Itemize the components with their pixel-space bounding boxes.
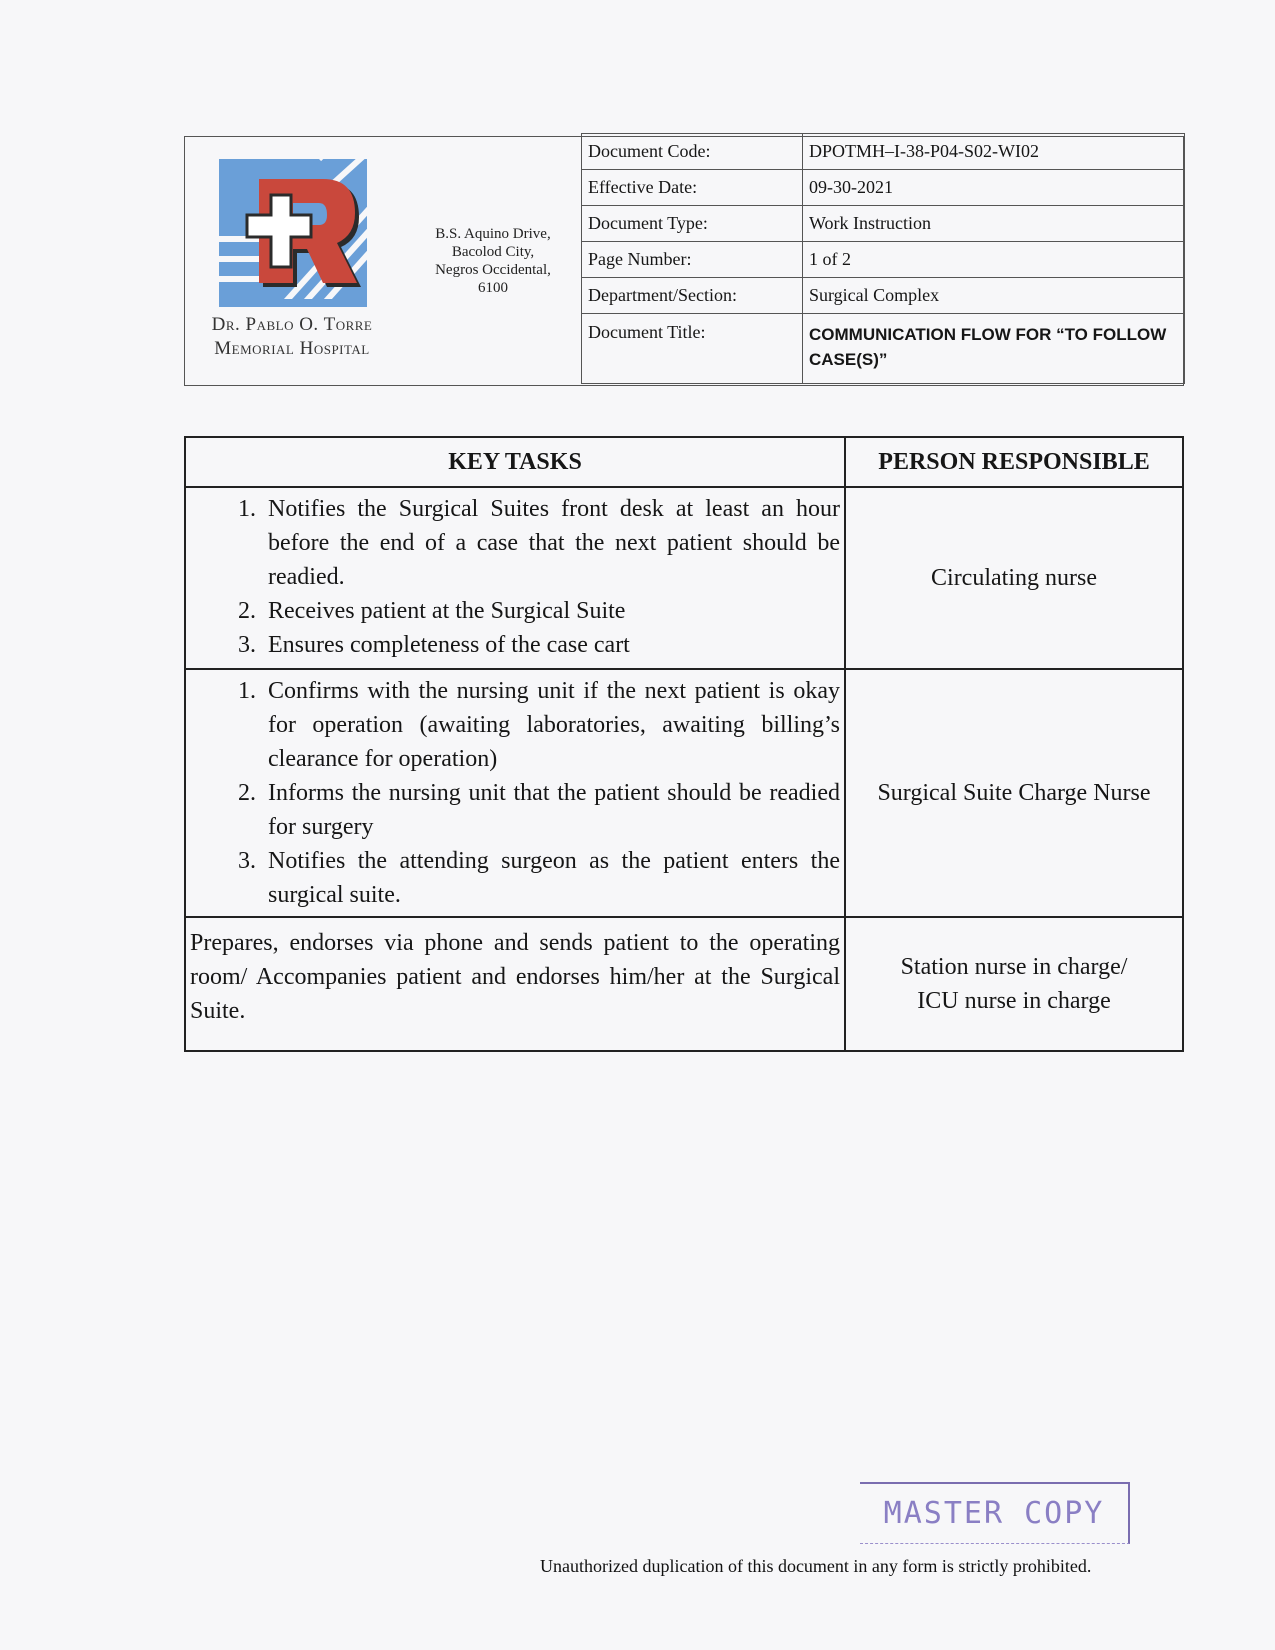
task-cell <box>185 669 845 917</box>
person-responsible-header: PERSON RESPONSIBLE <box>845 437 1183 487</box>
meta-row <box>582 134 1185 170</box>
task-cell: Prepares, endorses via phone and sends patient to the operating room/ Accompanies patient and endorses him/her at the Surgical Suite. <box>185 917 845 1051</box>
address-line: Bacolod City, <box>451 244 535 260</box>
document-meta-table <box>581 133 1185 384</box>
person-line: Station nurse in charge/ <box>900 954 1128 980</box>
meta-label: Page Number: <box>582 242 803 278</box>
meta-label: Document Type: <box>582 206 803 242</box>
meta-row <box>582 278 1185 314</box>
meta-row <box>582 242 1185 278</box>
list-item: 2. Receives patient at the Surgical Suite <box>262 594 840 628</box>
hospital-address <box>399 137 583 385</box>
document-header <box>184 136 1184 386</box>
task-list <box>186 674 840 912</box>
key-tasks-table <box>184 436 1184 1052</box>
key-tasks-header: KEY TASKS <box>185 437 845 487</box>
meta-value-effective-date: 09-30-2021 <box>803 170 1185 206</box>
person-cell <box>845 917 1183 1051</box>
hospital-name-line2: Memorial Hospital <box>214 338 370 359</box>
meta-label: Effective Date: <box>582 170 803 206</box>
task-cell <box>185 487 845 669</box>
hospital-logo-icon <box>219 159 369 311</box>
meta-value-page-number: 1 of 2 <box>803 242 1185 278</box>
list-item: 3. Notifies the attending surgeon as the patient enters the surgical suite. <box>262 844 840 912</box>
stamp-text: MASTER COPY <box>883 1496 1105 1531</box>
table-row <box>185 669 1183 917</box>
table-row <box>185 487 1183 669</box>
address-line: 6100 <box>477 280 508 296</box>
meta-label: Department/Section: <box>582 278 803 314</box>
person-cell: Surgical Suite Charge Nurse <box>845 669 1183 917</box>
master-copy-stamp <box>860 1482 1130 1544</box>
meta-value-document-code: DPOTMH–I-38-P04-S02-WI02 <box>803 134 1185 170</box>
footer-notice: Unauthorized duplication of this document in any form is strictly prohibited. <box>540 1556 1092 1576</box>
list-item: 1. Notifies the Surgical Suites front desk at least an hour before the end of a case that the next patient should be readied. <box>262 492 840 594</box>
list-item: 3. Ensures completeness of the case cart <box>262 628 840 662</box>
meta-value-document-title: COMMUNICATION FLOW FOR “TO FOLLOW CASE(S)” <box>803 314 1185 384</box>
hospital-name-line1: Dr. Pablo O. Torre <box>211 314 373 335</box>
person-line: ICU nurse in charge <box>917 988 1111 1014</box>
meta-value-department: Surgical Complex <box>803 278 1185 314</box>
address-line: B.S. Aquino Drive, <box>435 226 551 242</box>
meta-row <box>582 170 1185 206</box>
address-line: Negros Occidental, <box>435 262 551 278</box>
meta-row <box>582 314 1185 384</box>
meta-label: Document Title: <box>582 314 803 384</box>
person-cell: Circulating nurse <box>845 487 1183 669</box>
list-item: 1. Confirms with the nursing unit if the next patient is okay for operation (awaiting laboratories, awaiting billing’s clearance for operation) <box>262 674 840 776</box>
table-row <box>185 917 1183 1051</box>
meta-row <box>582 206 1185 242</box>
list-item: 2. Informs the nursing unit that the patient should be readied for surgery <box>262 776 840 844</box>
table-header-row <box>185 437 1183 487</box>
hospital-name <box>185 313 399 361</box>
meta-value-document-type: Work Instruction <box>803 206 1185 242</box>
task-list <box>186 492 840 662</box>
meta-label: Document Code: <box>582 134 803 170</box>
hospital-logo-area <box>185 137 399 385</box>
